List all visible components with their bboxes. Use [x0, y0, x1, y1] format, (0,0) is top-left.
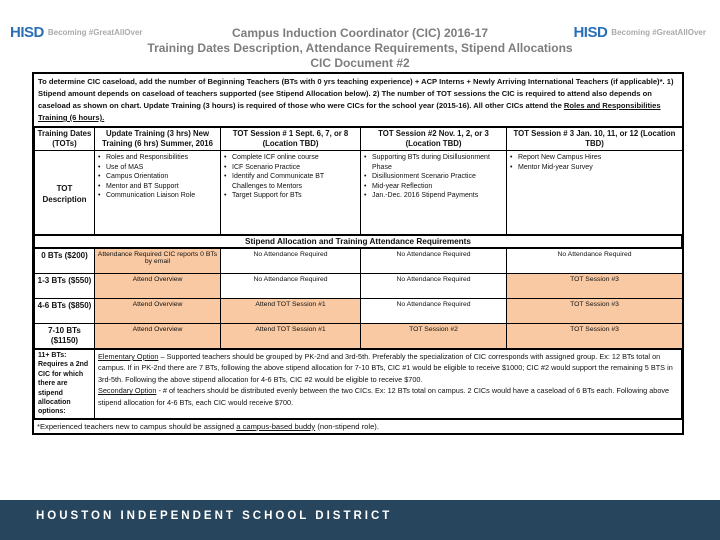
tot3-description: [507, 151, 683, 235]
logo-tagline: Becoming #GreatAllOver: [47, 28, 143, 37]
table-row: [35, 324, 683, 349]
training-dates-row: [35, 128, 683, 151]
tot-description-label: TOT Description: [35, 151, 95, 235]
cic-document: [32, 72, 684, 435]
list-item: • Communication Liaison Role: [98, 191, 217, 201]
list-item: • Mid-year Reflection: [364, 182, 503, 192]
stipend-cell: No Attendance Required: [361, 249, 507, 274]
list-item: • Identify and Communicate BT Challenges to Mentors: [224, 172, 357, 191]
district-footer-bar: [0, 500, 720, 540]
title-line-3: CIC Document #2: [310, 56, 410, 70]
title-line-1: Campus Induction Coordinator (CIC) 2016-17: [231, 26, 489, 40]
stipend-cell: No Attendance Required: [361, 274, 507, 299]
options-label: 11+ BTs: Requires a 2nd CIC for which there are stipend allocation options:: [35, 350, 95, 419]
tot-description-row: [35, 151, 683, 235]
options-text: [95, 350, 682, 419]
table-row: [35, 274, 683, 299]
tot3-header: TOT Session # 3 Jan. 10, 11, or 12 (Location TBD): [507, 128, 683, 151]
stipend-cell: No Attendance Required: [221, 274, 361, 299]
footnote-text: *Experienced teachers new to campus should be assigned: [37, 421, 237, 431]
tot1-header: TOT Session # 1 Sept. 6, 7, or 8 (Location TBD): [221, 128, 361, 151]
options-table: [34, 349, 682, 419]
table-row: [35, 299, 683, 324]
list-item: • Mentor and BT Support: [98, 182, 217, 192]
elementary-option-text: – Supported teachers should be grouped by PK-2nd and 3rd-5th. Preferably the specialization of CIC corresponds with assigned group. Ex: 12 BTs total on campus. If in PK-2nd there are 7 BTs, following the above stipend allocation for 7-10 BTs, CIC #1 would be eligible to receive $1000; CIC #2 would support the remaining 5 BTS in 3rd-5th. Following the above stipend allocation for 4-6 BTs, CIC #2 would be eligible to receive $700.: [98, 352, 673, 384]
stipend-cell: Attend Overview: [95, 299, 221, 324]
footnote: [34, 419, 682, 433]
stipend-cell: No Attendance Required: [361, 299, 507, 324]
caseload-label: 0 BTs ($200): [35, 249, 95, 274]
table-row: [35, 249, 683, 274]
stipend-cell: Attend TOT Session #1: [221, 324, 361, 349]
training-dates-label: Training Dates (TOTs): [35, 128, 95, 151]
update-training-header: Update Training (3 hrs) New Training (6 hrs) Summer, 2016: [95, 128, 221, 151]
stipend-table: [34, 248, 683, 349]
stipend-cell: TOT Session #3: [507, 299, 683, 324]
list-item: • Report New Campus Hires: [510, 153, 679, 163]
list-item: • Campus Orientation: [98, 172, 217, 182]
caseload-label: 4-6 BTs ($850): [35, 299, 95, 324]
caseload-label: 1-3 BTs ($550): [35, 274, 95, 299]
list-item: • Jan.-Dec. 2016 Stipend Payments: [364, 191, 503, 201]
tot2-header: TOT Session #2 Nov. 1, 2, or 3 (Location TBD): [361, 128, 507, 151]
summer-description: [95, 151, 221, 235]
stipend-cell: No Attendance Required: [221, 249, 361, 274]
stipend-cell: TOT Session #3: [507, 274, 683, 299]
tot1-description: [221, 151, 361, 235]
logo-mark: HISD: [10, 24, 44, 41]
secondary-option-title: Secondary Option: [98, 386, 157, 396]
stipend-cell: Attend Overview: [95, 274, 221, 299]
list-item: • Use of MAS: [98, 163, 217, 173]
elementary-option-title: Elementary Option: [98, 352, 159, 361]
footnote-text-end: (non-stipend role).: [315, 421, 379, 431]
training-table: [34, 127, 683, 235]
list-item: • ICF Scenario Practice: [224, 163, 357, 173]
stipend-cell: TOT Session #3: [507, 324, 683, 349]
stipend-cell: Attend Overview: [95, 324, 221, 349]
stipend-cell: TOT Session #2: [361, 324, 507, 349]
logo-tagline: Becoming #GreatAllOver: [611, 28, 706, 37]
footer-text: HOUSTON INDEPENDENT SCHOOL DISTRICT: [36, 510, 393, 522]
stipend-cell: Attendance Required CIC reports 0 BTs by email: [95, 249, 221, 274]
list-item: • Mentor Mid-year Survey: [510, 163, 679, 173]
title-line-2: Training Dates Description, Attendance Requirements, Stipend Allocations: [147, 41, 573, 55]
stipend-cell: No Attendance Required: [507, 249, 683, 274]
list-item: • Supporting BTs during Disillusionment Phase: [364, 153, 503, 172]
list-item: • Disillusionment Scenario Practice: [364, 172, 503, 182]
footnote-underlined: a campus-based buddy: [236, 421, 316, 431]
intro-underlined: Roles and Responsibilities Training (6 hours).: [38, 101, 661, 122]
tot2-description: [361, 151, 507, 235]
stipend-section-title: Stipend Allocation and Training Attendance Requirements: [34, 235, 682, 248]
logo-mark: HISD: [573, 24, 608, 41]
intro-paragraph: [34, 74, 682, 127]
stipend-cell: Attend TOT Session #1: [221, 299, 361, 324]
list-item: • Roles and Responsibilities: [98, 153, 217, 163]
secondary-option-text: - # of teachers should be distributed evenly between the two CICs. Ex: 12 BTs total on campus. 2 CICs would have a caseload of 6 BTs each. Following above stipend allocation for 4-6 BTs, each CIC would receive $700.: [98, 386, 670, 407]
list-item: • Complete ICF online course: [224, 153, 357, 163]
caseload-label: 7-10 BTs ($1150): [35, 324, 95, 349]
slide-titles: [0, 26, 720, 71]
options-row: [35, 350, 682, 419]
list-item: • Target Support for BTs: [224, 191, 357, 201]
intro-text: To determine CIC caseload, add the number of Beginning Teachers (BTs with 0 yrs teaching experience) + ACP Interns + Newly Arriving International Teachers (if applicable)*. 1) Stipend amount depends on caseload of teachers supported (see Stipend Allocation below). 2) The number of TOT sessions the CIC is required to attend also depends on caseload as shown on chart. Update Training (3 hours) is required of those who were CICs for the school year (2015-16). All other CICs attend the: [38, 77, 674, 110]
